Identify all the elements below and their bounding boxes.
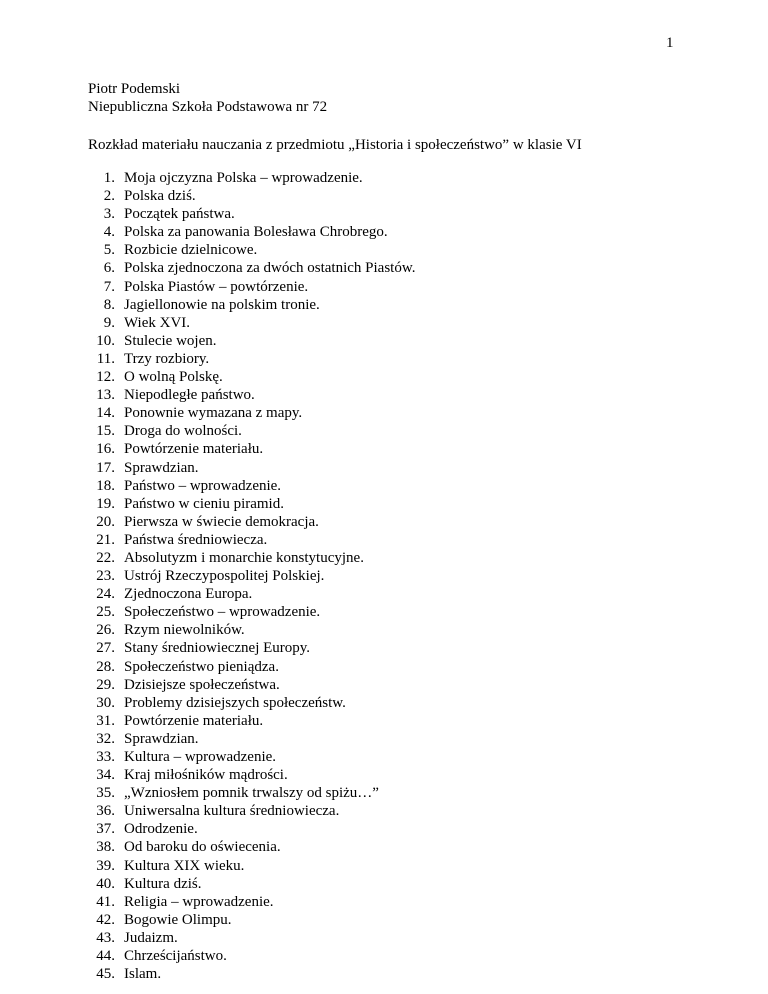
list-item xyxy=(88,241,415,259)
list-item xyxy=(88,386,415,404)
list-item-number: 15. xyxy=(96,423,115,440)
list-item xyxy=(88,549,415,567)
list-item xyxy=(88,965,415,983)
list-item-number: 13. xyxy=(96,387,115,404)
list-item xyxy=(88,459,415,477)
list-item-number: 14. xyxy=(96,405,115,422)
list-item-text: Chrześcijaństwo. xyxy=(124,948,227,965)
list-item-text: Kultura XIX wieku. xyxy=(124,857,245,874)
list-item-text: Społeczeństwo pieniądza. xyxy=(124,658,279,675)
list-item xyxy=(88,857,415,875)
list-item xyxy=(88,766,415,784)
list-item-text: Religia – wprowadzenie. xyxy=(124,893,274,910)
list-item-number: 1. xyxy=(103,170,115,186)
list-item-text: Polska za panowania Bolesława Chrobrego. xyxy=(124,224,388,241)
list-item-number: 26. xyxy=(96,622,115,639)
list-item-text: Kraj miłośników mądrości. xyxy=(124,767,288,784)
list-item xyxy=(88,259,415,277)
list-item-number: 42. xyxy=(96,911,115,928)
list-item-number: 21. xyxy=(96,531,115,548)
list-item-text: Uniwersalna kultura średniowiecza. xyxy=(124,803,340,820)
list-item-text: Wiek XVI. xyxy=(124,314,191,331)
list-item xyxy=(88,368,415,386)
list-item-number: 8. xyxy=(103,296,115,313)
school-name: Niepubliczna Szkoła Podstawowa nr 72 xyxy=(88,99,328,115)
list-item-text: Problemy dzisiejszych społeczeństw. xyxy=(124,694,346,711)
list-item-number: 39. xyxy=(96,857,115,874)
list-item-text: Droga do wolności. xyxy=(124,423,242,440)
list-item-text: Dzisiejsze społeczeństwa. xyxy=(124,676,280,693)
list-item xyxy=(88,730,415,748)
list-item-number: 20. xyxy=(96,513,115,530)
list-item-text: Sprawdzian. xyxy=(124,730,199,747)
list-item xyxy=(88,802,415,820)
list-item-text: Od baroku do oświecenia. xyxy=(124,839,281,856)
list-item-text: Rzym niewolników. xyxy=(124,622,245,639)
list-item-text: Polska Piastów – powtórzenie. xyxy=(124,278,309,295)
list-item-text: Moja ojczyzna Polska – wprowadzenie. xyxy=(124,170,363,186)
page-number: 1 xyxy=(666,35,674,51)
list-item xyxy=(88,513,415,531)
list-item xyxy=(88,893,415,911)
list-item-number: 45. xyxy=(96,966,115,983)
list-item xyxy=(88,820,415,838)
list-item xyxy=(88,314,415,332)
list-item-text: Polska zjednoczona za dwóch ostatnich Piastów. xyxy=(124,260,416,277)
list-item-number: 34. xyxy=(96,767,115,784)
list-item-number: 3. xyxy=(103,206,115,223)
list-item-text: Powtórzenie materiału. xyxy=(124,441,264,458)
list-item xyxy=(88,603,415,621)
list-item-number: 27. xyxy=(96,640,115,657)
author-block xyxy=(88,80,327,116)
list-item-number: 12. xyxy=(96,369,115,386)
list-item-number: 25. xyxy=(96,604,115,621)
list-item-number: 28. xyxy=(96,658,115,675)
list-item-text: O wolną Polskę. xyxy=(124,369,223,386)
list-item xyxy=(88,169,415,187)
list-item xyxy=(88,567,415,585)
list-item xyxy=(88,422,415,440)
list-item xyxy=(88,495,415,513)
list-item-text: Społeczeństwo – wprowadzenie. xyxy=(124,604,321,621)
list-item-text: Ustrój Rzeczypospolitej Polskiej. xyxy=(124,568,325,585)
list-item-number: 5. xyxy=(103,242,115,259)
list-item xyxy=(88,676,415,694)
list-item-number: 23. xyxy=(96,568,115,585)
list-item xyxy=(88,658,415,676)
list-item-number: 18. xyxy=(96,477,115,494)
list-item xyxy=(88,296,415,314)
list-item-number: 31. xyxy=(96,712,115,729)
list-item-text: Zjednoczona Europa. xyxy=(124,586,253,603)
list-item-text: Judaizm. xyxy=(124,929,178,946)
list-item xyxy=(88,929,415,947)
list-item-text: Trzy rozbiory. xyxy=(124,350,210,367)
list-item-text: Pierwsza w świecie demokracja. xyxy=(124,513,319,530)
list-item xyxy=(88,350,415,368)
author-name: Piotr Podemski xyxy=(88,81,181,97)
list-item-number: 19. xyxy=(96,495,115,512)
list-item-number: 38. xyxy=(96,839,115,856)
list-item xyxy=(88,838,415,856)
list-item-text: „Wzniosłem pomnik trwalszy od spiżu…” xyxy=(124,785,379,802)
list-item-number: 22. xyxy=(96,549,115,566)
list-item-number: 37. xyxy=(96,821,115,838)
list-item-text: Kultura dziś. xyxy=(124,875,202,892)
list-item xyxy=(88,712,415,730)
list-item xyxy=(88,694,415,712)
list-item-number: 40. xyxy=(96,875,115,892)
list-item xyxy=(88,947,415,965)
list-item-number: 6. xyxy=(103,260,115,277)
list-item xyxy=(88,875,415,893)
list-item-text: Rozbicie dzielnicowe. xyxy=(124,242,258,259)
list-item-number: 4. xyxy=(103,224,115,241)
list-item xyxy=(88,784,415,802)
list-item xyxy=(88,205,415,223)
list-item-number: 17. xyxy=(96,459,115,476)
list-item-text: Odrodzenie. xyxy=(124,821,198,838)
list-item xyxy=(88,639,415,657)
list-item-text: Kultura – wprowadzenie. xyxy=(124,749,277,765)
list-item-number: 16. xyxy=(96,441,115,458)
list-item xyxy=(88,531,415,549)
list-item-text: Absolutyzm i monarchie konstytucyjne. xyxy=(124,549,364,566)
list-item-number: 32. xyxy=(96,730,115,747)
list-item-text: Islam. xyxy=(124,966,162,983)
list-item-number: 10. xyxy=(96,332,115,349)
list-item-number: 29. xyxy=(96,676,115,693)
list-item xyxy=(88,187,415,205)
list-item-text: Stany średniowiecznej Europy. xyxy=(124,640,311,657)
list-item xyxy=(88,748,415,766)
list-item xyxy=(88,404,415,422)
list-item xyxy=(88,621,415,639)
list-item xyxy=(88,278,415,296)
list-item-text: Ponownie wymazana z mapy. xyxy=(124,405,303,422)
list-item-number: 43. xyxy=(96,929,115,946)
list-item-number: 9. xyxy=(103,314,115,331)
list-item-text: Państwa średniowiecza. xyxy=(124,531,268,548)
list-item xyxy=(88,477,415,495)
list-item-number: 7. xyxy=(103,278,115,295)
list-item-text: Niepodległe państwo. xyxy=(124,387,255,404)
list-item-number: 35. xyxy=(96,785,115,802)
list-item-text: Jagiellonowie na polskim tronie. xyxy=(124,296,320,313)
list-item-text: Sprawdzian. xyxy=(124,459,199,476)
list-item-number: 2. xyxy=(103,188,115,205)
list-item-text: Polska dziś. xyxy=(124,188,196,205)
list-item-text: Państwo w cieniu piramid. xyxy=(124,495,284,512)
list-item xyxy=(88,440,415,458)
list-item-number: 11. xyxy=(96,350,115,367)
list-item-text: Stulecie wojen. xyxy=(124,332,217,349)
list-item-text: Państwo – wprowadzenie. xyxy=(124,477,282,494)
lesson-list xyxy=(88,169,415,983)
list-item-text: Bogowie Olimpu. xyxy=(124,911,232,928)
list-item-number: 33. xyxy=(96,749,115,765)
list-item xyxy=(88,585,415,603)
list-item xyxy=(88,223,415,241)
list-item-text: Powtórzenie materiału. xyxy=(124,712,264,729)
list-item-number: 44. xyxy=(96,948,115,965)
list-item-number: 41. xyxy=(96,893,115,910)
list-item-number: 36. xyxy=(96,803,115,820)
list-item xyxy=(88,332,415,350)
list-item-number: 24. xyxy=(96,586,115,603)
list-item-number: 30. xyxy=(96,694,115,711)
list-item-text: Początek państwa. xyxy=(124,206,235,223)
list-item xyxy=(88,911,415,929)
document-title: Rozkład materiału nauczania z przedmiotu „Historia i społeczeństwo” w klasie VI xyxy=(88,137,582,153)
